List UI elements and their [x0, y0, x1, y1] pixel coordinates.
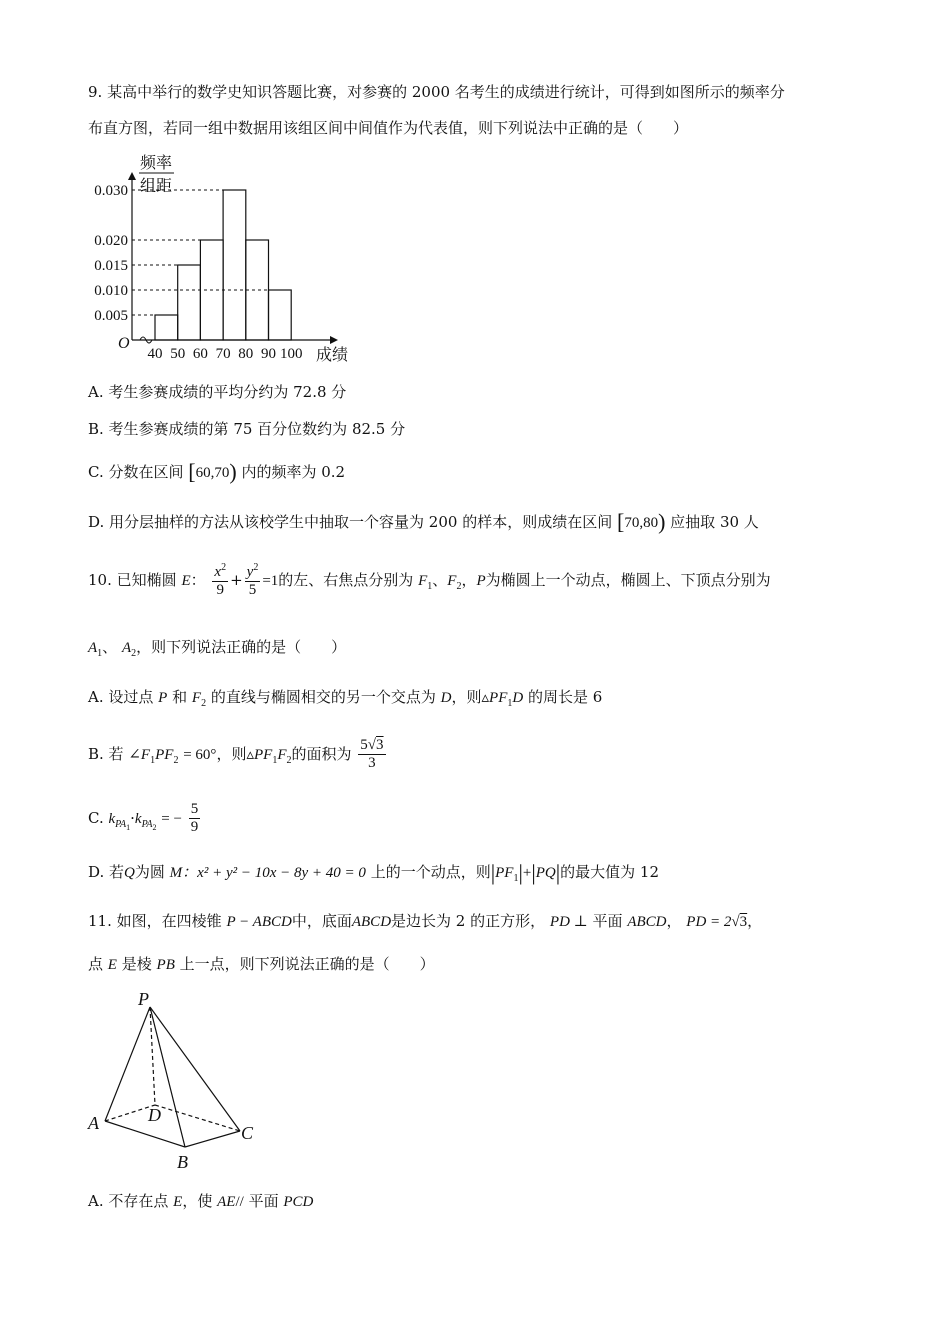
q10-opt-c-eq: = −: [161, 810, 182, 827]
q10-sep: 、: [432, 570, 448, 589]
q11-text-mid3: 平面: [592, 912, 623, 930]
q10-opt-b-mid2: 的面积为: [291, 744, 352, 763]
q10-option-c: [88, 801, 202, 837]
q10-opt-d-circle-eq: ：x² + y² − 10x − 8y + 40 = 0: [182, 865, 366, 881]
q9-option-a: A. 考生参赛成绩的平均分约为 72.8 分: [88, 383, 347, 401]
q10-area-num: 5: [360, 737, 368, 753]
q10-opt-a-tri-p: P: [489, 690, 499, 706]
label-c: C: [241, 1123, 254, 1143]
q10-opt-b-pre: B. 若: [88, 744, 124, 763]
y-axis-label-bottom: 组距: [140, 178, 173, 195]
x-tick-label: 60: [192, 346, 208, 362]
q11-e: E: [107, 957, 117, 973]
q10-opt-b-tri-f2: F: [277, 746, 287, 763]
q10-opt-a-pre: A. 设过点: [88, 688, 154, 706]
q10-opt-c-pre: C.: [88, 808, 104, 827]
q10-text1: 的左、右焦点分别为: [278, 570, 414, 589]
q10-f1: F: [418, 572, 428, 589]
x-tick-label: 80: [238, 346, 254, 362]
q11-option-a: [88, 1190, 313, 1211]
q10-f2: F: [447, 572, 457, 589]
q10-c-num: 5: [189, 801, 201, 819]
q10-k1-sub: 1: [126, 822, 131, 832]
q10-opt-b-mid: ，则: [216, 744, 247, 763]
q11-line2: [88, 953, 435, 974]
q10-sep2: 、: [102, 638, 118, 656]
q10-f2-sub: 2: [456, 580, 462, 592]
q10-area-den: 3: [368, 755, 376, 772]
q11-opt-a-parallel: //: [235, 1194, 244, 1210]
q10-opt-a-triangle: ▵: [481, 688, 490, 706]
q10-frac-y: [245, 562, 261, 600]
y-tick-label: 0.030: [94, 183, 128, 199]
q9-text-line2: 布直方图，若同一组中数据用该组区间中间值作为代表值，则下列说法中正确的是（ ）: [88, 119, 689, 137]
q10-opt-b-f1-sub: 1: [150, 754, 156, 766]
q11-pyramid: P − ABCD: [226, 914, 292, 930]
q11-opt-a-ae: AE: [217, 1194, 236, 1210]
q10-dot: ·: [130, 808, 135, 827]
q10-opt-d-pf-sub: 1: [513, 873, 519, 884]
q10-a2-sub: 2: [131, 648, 137, 659]
q10-comma: ，: [461, 570, 477, 589]
y-tick-label: 0.010: [94, 283, 128, 299]
q10-opt-b-tri-f2-sub: 2: [286, 754, 292, 766]
q9-option-d-interval: 70,80: [624, 515, 659, 531]
x-axis-label: 成绩: [316, 347, 349, 364]
histogram-bar: [223, 190, 246, 340]
q10-k1-pa: PA: [115, 818, 127, 830]
histogram-bar: [178, 265, 201, 340]
q10-intro: 已知椭圆: [116, 570, 177, 589]
x-tick-label: 90: [261, 346, 276, 362]
q10-opt-a-d: D: [440, 690, 452, 706]
q10-k2-pa: PA: [141, 818, 153, 830]
q10-opt-d-m: M: [169, 865, 183, 881]
q10-area-sqrt-arg: 3: [376, 737, 384, 753]
q9-option-b: B. 考生参赛成绩的第 75 百分位数约为 82.5 分: [88, 420, 406, 438]
q10-opt-b-angle: ∠: [128, 746, 141, 763]
q10-opt-a-f2: F: [191, 690, 202, 706]
q10-opt-d-q: Q: [124, 865, 135, 881]
q10-a2: A: [121, 640, 132, 656]
q11-line2-mid: 是棱: [121, 955, 152, 973]
q10-opt-b-tri-f1-sub: 1: [272, 754, 278, 766]
q11-base: ABCD: [351, 914, 392, 930]
q10-den-a: 9: [216, 582, 224, 599]
edge-ab: [105, 1121, 185, 1147]
x-axis-arrow: [330, 336, 338, 344]
q10-text4: ，则下列说法正确的是（ ）: [136, 638, 347, 656]
edge-bc: [185, 1131, 240, 1147]
edge-pc: [150, 1007, 240, 1131]
q10-opt-d-pre: D. 若: [88, 863, 125, 881]
q10-opt-b-area: [358, 737, 385, 773]
q10-line1: [88, 562, 771, 600]
y-axis-label-top: 频率: [140, 155, 173, 172]
q10-option-d: D. 若Q为圆 M：x² + y² − 10x − 8y + 40 = 0 上的一个动点，则$|PF_1|+|PQ|$的最大值为 12: [88, 860, 659, 885]
q9-option-d-post: 应抽取 30 人: [670, 513, 759, 531]
q10-text3: 为椭圆上一个动点，椭圆上、下顶点分别为: [485, 570, 771, 589]
x-tick-label: 50: [170, 346, 186, 362]
q10-opt-a-mid2: 的直线与椭圆相交的另一个交点为: [210, 688, 436, 706]
y-tick-label: 0.020: [94, 233, 128, 249]
q11-opt-a-mid: ，使: [182, 1192, 213, 1210]
label-d: D: [148, 1105, 161, 1125]
q10-frac-x: [212, 562, 228, 600]
q10-opt-b-tri-p: P: [253, 746, 264, 763]
q11-text-pre: 如图，在四棱锥: [116, 912, 222, 930]
edge-pb: [150, 1007, 185, 1147]
q10-ellipse-name: E: [181, 572, 191, 589]
q10-a1-sub: 1: [97, 648, 103, 659]
x-tick-label: 70: [215, 346, 231, 362]
q9-number: 9.: [88, 83, 103, 101]
q10-opt-d-pq: PQ: [535, 865, 556, 881]
y-axis-arrow: [128, 172, 136, 180]
q11-pd-eq-wrap: [686, 914, 747, 930]
q9-option-d: D. 用分层抽样的方法从该校学生中抽取一个容量为 200 的样本，则成绩在区间 [70,80) 应抽取 30 人: [88, 509, 759, 534]
q11-number: 11.: [88, 912, 112, 930]
q10-k2-sub: 2: [152, 822, 157, 832]
q9-option-c-interval: 60,70: [195, 465, 230, 481]
q11-opt-a-e: E: [173, 1194, 183, 1210]
q10-opt-d-mid: 为圆: [134, 863, 165, 881]
q11-perp: PD ⊥: [549, 914, 588, 930]
q11-line2-post: 上一点，则下列说法正确的是（ ）: [179, 955, 435, 973]
histogram-bar: [155, 315, 178, 340]
q10-opt-d-mid2: 上的一个动点，则: [370, 863, 491, 881]
q9-line1: [88, 81, 785, 102]
q10-opt-a-tri-f-sub: 1: [507, 698, 513, 709]
q10-option-a: [88, 686, 602, 709]
q10-option-b: [88, 737, 388, 773]
q9-text-line1: 某高中举行的数学史知识答题比赛，对参赛的 2000 名考生的成绩进行统计，可得到如图所示的频率分: [107, 83, 785, 101]
y-tick-label: 0.015: [94, 258, 128, 274]
q11-opt-a-post: 平面: [248, 1192, 279, 1210]
q10-colon: ：: [190, 570, 206, 589]
q10-number: 10.: [88, 570, 112, 589]
q10-plus: +: [230, 570, 243, 589]
label-p: P: [138, 989, 149, 1009]
q9-option-d-pre: D. 用分层抽样的方法从该校学生中抽取一个容量为 200 的样本，则成绩在区间: [88, 513, 613, 531]
q11-pd-sqrt: √: [731, 914, 740, 930]
q10-k2: k: [134, 810, 142, 827]
q10-f1-sub: 1: [427, 580, 433, 592]
q11-text-mid2: 是边长为 2 的正方形，: [391, 912, 546, 930]
label-b: B: [177, 1152, 188, 1172]
q10-c-den: 9: [190, 819, 199, 836]
q10-opt-c-frac: [189, 801, 201, 837]
q10-y: y: [246, 564, 254, 580]
q10-opt-b-angle-val: = 60°: [183, 746, 217, 763]
edge-pa: [105, 1007, 150, 1121]
q10-opt-a-f2-sub: 2: [201, 698, 207, 709]
q10-area-sqrt: √: [367, 737, 377, 753]
q11-opt-a-pcd: PCD: [283, 1194, 314, 1210]
q10-opt-a-mid3: ，则: [451, 688, 482, 706]
q11-pd-sqrt-arg: 3: [739, 914, 748, 930]
q10-opt-d-post: 的最大值为 12: [560, 863, 659, 881]
x-tick-label: 100: [279, 346, 303, 362]
pyramid-figure: [80, 985, 280, 1175]
q10-opt-b-f1: F: [140, 746, 151, 763]
q10-opt-a-post: 的周长是 6: [528, 688, 603, 706]
q10-opt-a-mid1: 和: [172, 688, 188, 706]
q10-opt-b-p: P: [155, 746, 165, 763]
q10-opt-d-pf: PF: [495, 865, 514, 881]
histogram-bar: [269, 290, 292, 340]
q10-opt-a-p: P: [158, 690, 168, 706]
q10-k1: k: [108, 810, 116, 827]
edge-dc: [155, 1105, 240, 1131]
q10-opt-b-triangle: ▵: [246, 744, 254, 763]
q9-option-c: C. 分数在区间 [60,70) 内的频率为 0.2: [88, 459, 346, 484]
q10-p: P: [476, 572, 486, 589]
q10-opt-a-tri-d: D: [512, 690, 524, 706]
q10-opt-b-tri-f1: F: [263, 746, 273, 763]
q10-x-exp: 2: [221, 562, 227, 573]
q11-line1: 11. 如图，在四棱锥 P − ABCD中，底面ABCD是边长为 2 的正方形， PD ⊥ 平面 ABCD， PD = 2√3，: [88, 912, 763, 930]
q10-x: x: [214, 564, 222, 580]
q11-text-mid1: 中，底面: [291, 912, 352, 930]
q11-pd-eq: PD = 2: [686, 914, 732, 930]
q9-option-c-post: 内的频率为 0.2: [241, 463, 346, 481]
q11-line2-pre: 点: [88, 955, 104, 973]
label-a: A: [88, 1113, 99, 1133]
q10-line2: [88, 636, 346, 659]
y-tick-label: 0.005: [94, 308, 128, 324]
q10-opt-b-f2-sub: 2: [173, 754, 179, 766]
x-tick-label: 40: [147, 346, 163, 362]
q10-opt-b-f2: F: [164, 746, 174, 763]
q10-eq1: =1: [262, 572, 279, 589]
q10-opt-a-tri-f: F: [498, 690, 508, 706]
q10-a1: A: [88, 640, 98, 656]
q10-den-b: 5: [248, 582, 257, 599]
q10-opt-d-plus: +: [522, 865, 532, 881]
q11-opt-a-pre: A. 不存在点: [88, 1192, 169, 1210]
q11-pb: PB: [156, 957, 175, 973]
origin-label: O: [118, 335, 130, 352]
q9-option-c-pre: C. 分数在区间: [88, 463, 184, 481]
q10-y-exp: 2: [253, 562, 259, 573]
q11-base2: ABCD: [627, 914, 667, 930]
histogram-chart: [80, 150, 380, 370]
